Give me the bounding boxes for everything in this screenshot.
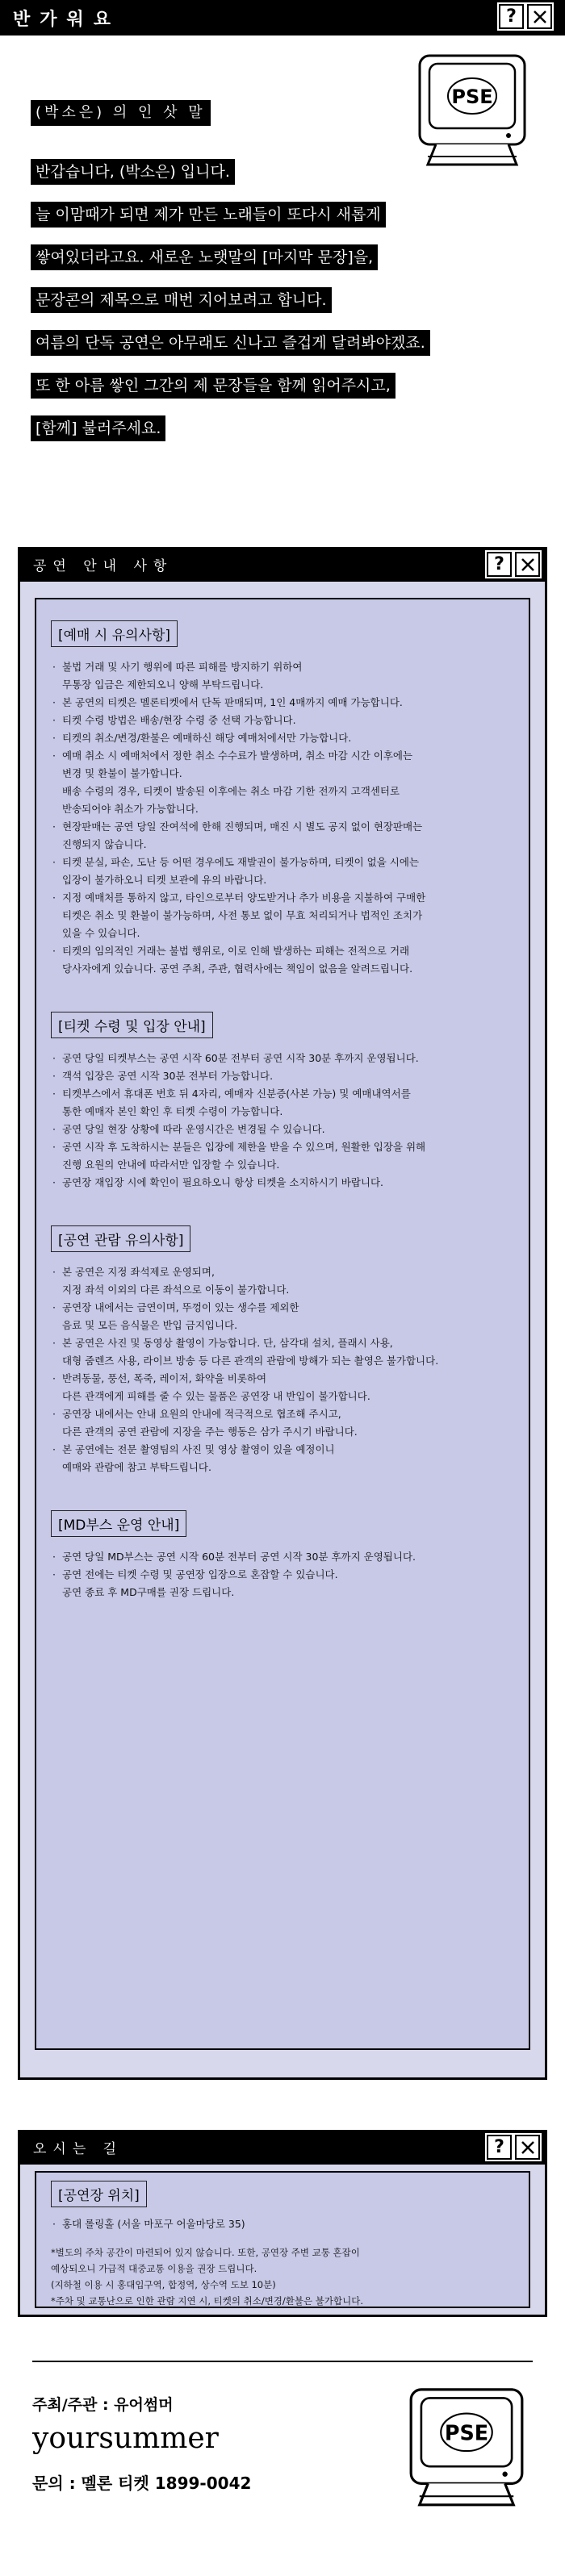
list-item: · 공연장 내에서는 안내 요원의 안내에 적극적으로 협조해 주시고, 다른 관객의 공연 관람에 지장을 주는 행동은 삼가 주시기 바랍니다. <box>51 1405 517 1441</box>
directions-content <box>36 2173 529 2317</box>
help-button[interactable]: ? <box>487 552 512 577</box>
list-item: · 티켓 수령 방법은 배송/현장 수령 중 선택 가능합니다. <box>51 712 517 729</box>
section-heading: [예매 시 유의사항] <box>51 620 178 647</box>
section-heading: [공연장 위치] <box>51 2181 147 2207</box>
list-item: · 본 공연은 지정 좌석제로 운영되며, 지정 좌석 이외의 다른 좌석으로 이동이 불가합니다. <box>51 1263 517 1299</box>
intro-heading: (박소은) 의 인 삿 말 <box>31 100 211 126</box>
notice-window <box>18 547 547 2080</box>
list-item: · 현장판매는 공연 당일 잔여석에 한해 진행되며, 매진 시 별도 공지 없이 현장판매는 진행되지 않습니다. <box>51 818 517 854</box>
list-item: · 반려동물, 풍선, 폭죽, 레이저, 화약을 비롯하여 다른 관객에게 피해를 줄 수 있는 물품은 공연장 내 반입이 불가합니다. <box>51 1370 517 1405</box>
intro-line: 또 한 아름 쌓인 그간의 제 문장들을 함께 읽어주시고, <box>31 373 396 399</box>
directions-note: (지하철 이용 시 홍대입구역, 합정역, 상수역 도보 10분) <box>51 2279 276 2290</box>
top-title: 반가워요 <box>13 9 121 30</box>
help-button[interactable]: ? <box>499 4 524 29</box>
list-item: · 예매 취소 시 예매처에서 정한 취소 수수료가 발생하며, 취소 마감 시간 이후에는 변경 및 환불이 불가합니다. 배송 수령의 경우, 티켓이 발송된 이후에는 취소 마감 기한 전까지 고객센터로 반송되어야 취소가 가능합니다. <box>51 747 517 818</box>
directions-note: 예상되오니 가급적 대중교통 이용을 권장 드립니다. <box>51 2263 257 2274</box>
notice-window-controls <box>487 552 540 577</box>
list-item: · 객석 입장은 공연 시작 30분 전부터 가능합니다. <box>51 1067 517 1085</box>
directions-note: *주차 및 교통난으로 인한 관람 지연 시, 티켓의 취소/변경/환불은 불가합니다. <box>51 2295 363 2307</box>
monitor-logo-icon <box>404 52 541 173</box>
notice-title-bar <box>20 549 545 582</box>
section-heading: [공연 관람 유의사항] <box>51 1225 190 1252</box>
intro-line: 문장콘의 제목으로 매번 지어보려고 합니다. <box>31 287 332 313</box>
list-item: · 본 공연의 티켓은 멜론티켓에서 단독 판매되며, 1인 4매까지 예매 가능합니다. <box>51 694 517 712</box>
booking-list <box>51 658 517 978</box>
list-item: · 본 공연에는 전문 촬영팀의 사진 및 영상 촬영이 있을 예정이니 예매와 관람에 참고 부탁드립니다. <box>51 1441 517 1476</box>
close-icon <box>520 2140 536 2156</box>
directions-window-controls <box>487 2135 540 2160</box>
monitor-logo-icon <box>394 2382 539 2517</box>
ticket-list <box>51 1050 517 1192</box>
directions-window <box>18 2130 547 2317</box>
top-window-controls <box>499 4 552 29</box>
list-item: · 본 공연은 사진 및 동영상 촬영이 가능합니다. 단, 삼각대 설치, 플래시 사용, 대형 줌렌즈 사용, 라이브 방송 등 다른 관객의 관람에 방해가 되는 촬영은 불가합니다. <box>51 1334 517 1370</box>
close-icon <box>520 557 536 573</box>
list-item: · 공연 당일 현장 상황에 따라 운영시간은 변경될 수 있습니다. <box>51 1121 517 1138</box>
close-button[interactable] <box>515 2135 540 2160</box>
intro-line: 반갑습니다, (박소은) 입니다. <box>31 159 235 185</box>
list-item: · 티켓 분실, 파손, 도난 등 어떤 경우에도 재발권이 불가능하며, 티켓이 없을 시에는 입장이 불가하오니 티켓 보관에 유의 바랍니다. <box>51 854 517 889</box>
list-item: · 공연장 내에서는 금연이며, 뚜껑이 있는 생수를 제외한 음료 및 모든 음식물은 반입 금지입니다. <box>51 1299 517 1334</box>
close-button[interactable] <box>515 552 540 577</box>
list-item: · 지정 예매처를 통하지 않고, 타인으로부터 양도받거나 추가 비용을 지불하여 구매한 티켓은 취소 및 환불이 불가능하며, 사전 통보 없이 무효 처리되거나 법적인 조치가 있을 수 있습니다. <box>51 889 517 942</box>
list-item: · 티켓의 임의적인 거래는 불법 행위로, 이로 인해 발생하는 피해는 전적으로 거래 당사자에게 있습니다. 공연 주최, 주관, 협력사에는 책임이 없음을 알려드립니다. <box>51 942 517 978</box>
close-button[interactable] <box>527 4 552 29</box>
intro-line: 여름의 단독 공연은 아무래도 신나고 즐겁게 달려봐야겠죠. <box>31 330 430 356</box>
list-item: · 티켓부스에서 휴대폰 번호 뒤 4자리, 예매자 신분증(사본 가능) 및 예매내역서를 통한 예매자 본인 확인 후 티켓 수령이 가능합니다. <box>51 1085 517 1121</box>
list-item: · 불법 거래 및 사기 행위에 따른 피해를 방지하기 위하여 무통장 입금은 제한되오니 양해 부탁드립니다. <box>51 658 517 694</box>
notice-title: 공연 안내 사항 <box>33 558 174 574</box>
list-item: · 공연장 재입장 시에 확인이 필요하오니 항상 티켓을 소지하시기 바랍니다. <box>51 1174 517 1192</box>
list-item: · 티켓의 취소/변경/환불은 예매하신 해당 예매처에서만 가능합니다. <box>51 729 517 747</box>
directions-title-bar <box>20 2132 545 2165</box>
monitor-logo-text: PSE <box>451 86 493 108</box>
directions-note: *별도의 주차 공간이 마련되어 있지 않습니다. 또한, 공연장 주변 교통 혼잡이 <box>51 2247 360 2258</box>
notice-panel <box>35 598 530 2050</box>
directions-panel <box>35 2171 530 2308</box>
close-icon <box>532 9 548 25</box>
directions-title: 오시는 길 <box>33 2141 123 2157</box>
venue-address: · 홍대 롤링홀 (서울 마포구 어울마당로 35) <box>51 2215 517 2233</box>
intro-line: 쌓여있더라고요. 새로운 노랫말의 [마지막 문장]을, <box>31 244 378 270</box>
intro-section <box>0 35 565 471</box>
footer-brand: yoursummer <box>32 2422 219 2455</box>
section-heading: [티켓 수령 및 입장 안내] <box>51 1012 213 1038</box>
list-item: · 공연 전에는 티켓 수령 및 공연장 입장으로 혼잡할 수 있습니다. 공연 종료 후 MD구매를 권장 드립니다. <box>51 1566 517 1601</box>
list-item: · 공연 시작 후 도착하시는 분들은 입장에 제한을 받을 수 있으며, 원활한 입장을 위해 진행 요원의 안내에 따라서만 입장할 수 있습니다. <box>51 1138 517 1174</box>
top-title-bar <box>0 0 565 35</box>
section-heading: [MD부스 운영 안내] <box>51 1510 186 1537</box>
footer-logo-text: PSE <box>444 2420 489 2445</box>
intro-line: [함께] 불러주세요. <box>31 415 165 441</box>
footer-host: 주최/주관 : 유어썸머 <box>32 2396 174 2414</box>
list-item: · 공연 당일 MD부스는 공연 시작 60분 전부터 공연 시작 30분 후까지 운영됩니다. <box>51 1548 517 1566</box>
footer-divider <box>32 2361 533 2362</box>
notice-content <box>36 599 529 1609</box>
intro-line: 늘 이맘때가 되면 제가 만든 노래들이 또다시 새롭게 <box>31 202 386 228</box>
md-list <box>51 1548 517 1601</box>
list-item: · 공연 당일 티켓부스는 공연 시작 60분 전부터 공연 시작 30분 후까지 운영됩니다. <box>51 1050 517 1067</box>
help-button[interactable]: ? <box>487 2135 512 2160</box>
footer-contact: 문의 : 멜론 티켓 1899-0042 <box>32 2474 252 2493</box>
viewing-list <box>51 1263 517 1476</box>
